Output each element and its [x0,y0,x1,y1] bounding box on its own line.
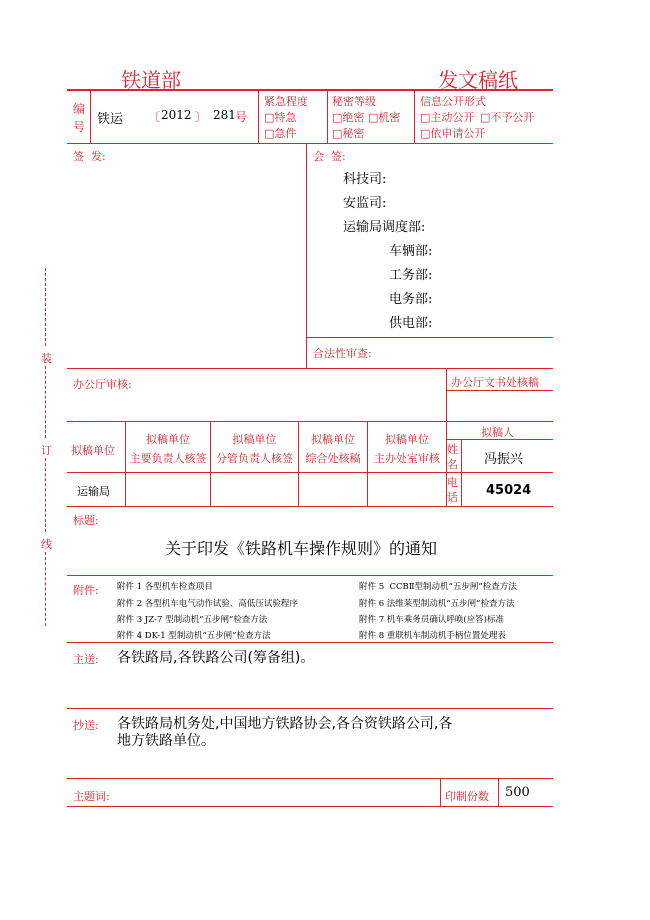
rule-review-bottom [67,421,553,422]
number-label-bottom: 号 [73,120,86,134]
countersign-vehicle: 车辆部: [389,244,433,259]
draft-unit-header: 拟稿单位 [71,444,115,457]
rule-sendto-bottom [67,708,553,709]
rule-doc-review [446,390,553,391]
rule-subject-bottom [67,575,553,576]
copies-label: 印制份数 [445,790,489,803]
vrule-secrecy [327,89,328,143]
countersign-signal: 电务部: [389,292,433,307]
urgency-option-urgent[interactable]: □特急 [264,111,297,124]
drafter-phone: 45024 [486,483,532,498]
rule-attachments-bottom [67,642,553,643]
drafter-phone-label-1: 电 [447,476,458,489]
sendto-label: 主送: [73,653,99,666]
drafter-label: 拟稿人 [481,426,514,439]
doc-prefix: 铁运 [97,112,124,127]
rule-top [67,89,553,91]
form-title: 发文稿纸 [438,68,518,92]
secrecy-option-confidential[interactable]: □机密 [368,111,401,124]
draft-unit: 运输局 [77,485,110,498]
disclosure-option-none[interactable]: □不予公开 [480,111,535,124]
secrecy-label: 秘密等级 [332,95,376,108]
cc-label: 抄送: [73,719,99,732]
doc-seq: 281 [213,108,236,122]
subject-text: 关于印发《铁路机车操作规则》的通知 [165,539,438,558]
draft-col-general-l1: 拟稿单位 [311,433,355,446]
doc-year: 2012 [161,108,192,122]
countersign-label: 会 签: [313,150,346,163]
urgency-option-express[interactable]: □急件 [264,127,297,140]
binding-zhuang: 装 [41,352,52,365]
secrecy-option-secret[interactable]: □秘密 [332,127,365,140]
drafter-phone-label-2: 话 [447,491,458,504]
countersign-safety: 安监司: [343,196,387,211]
copies-value: 500 [505,785,530,800]
binding-dash-4 [45,552,46,626]
binding-ding: 订 [41,444,52,457]
office-doc-review-label: 办公厅文书处核稿 [451,376,539,389]
rule-cc-bottom [67,778,553,779]
attachment-4: 附件 4 DK-1 型制动机“五步闸”检查方法 [117,631,271,641]
disclosure-label: 信息公开形式 [420,95,486,108]
draft-col-deputy-l2: 分管负责人核签 [216,452,293,465]
rule-legality-bottom [67,368,553,369]
secrecy-option-top-secret[interactable]: □绝密 [332,111,365,124]
draft-col-general-l2: 综合处核稿 [305,452,361,465]
drafter-name-label-2: 名 [447,458,458,471]
draft-col-deputy-l1: 拟稿单位 [232,433,277,446]
draft-col-main-l2: 主要负责人核签 [129,452,207,465]
attachment-5: 附件 5 CCBⅡ型制动机“五步闸”检查方法 [359,582,517,592]
sign-label: 签 发: [73,150,106,163]
year-open: 〔 [148,110,161,124]
attachment-3: 附件 3 JZ-7 型制动机“五步闸”检查方法 [117,615,268,625]
legality-label: 合法性审查: [313,347,372,360]
attachment-1: 附件 1 各型机车检查项目 [117,582,213,592]
subject-label: 标题: [73,514,99,527]
vrule-sign [306,143,307,368]
attachment-7: 附件 7 机车乘务员确认呼唤(应答)标准 [359,615,504,625]
year-close: 〕 [195,110,208,124]
vrule-draft-name [461,439,462,506]
binding-xian: 线 [41,538,52,551]
binding-dash-2 [45,366,46,438]
binding-dash-1 [45,268,46,346]
urgency-label: 紧急程度 [264,95,308,108]
attachment-6: 附件 6 法维莱型制动机“五步闸”检查方法 [359,599,515,609]
keywords-label: 主题词: [73,790,110,803]
countersign-track: 工务部: [389,268,433,283]
vrule-copies-left [440,778,441,806]
binding-dash-3 [45,458,46,532]
attachment-8: 附件 8 重联机车制动机手柄位置处理表 [359,631,506,641]
rule-draft-header-bottom [67,472,553,473]
rule-draft-row-bottom [67,506,553,507]
vrule-disclosure [414,89,415,143]
number-label-top: 编 [73,102,86,116]
vrule-number-label [90,89,91,143]
cc-text-line2: 地方铁路单位。 [117,733,215,749]
rule-bottom [67,806,553,807]
vrule-urgency [258,89,259,143]
org-title: 铁道部 [121,68,181,92]
rule-number-bottom [67,143,553,144]
draft-col-office-l2: 主办处室审核 [374,452,440,465]
countersign-power: 供电部: [389,316,433,331]
countersign-dispatch: 运输局调度部: [343,220,426,235]
office-review-label: 办公厅审核: [73,378,132,391]
draft-col-main-l1: 拟稿单位 [146,433,190,446]
vrule-copies-right [498,778,499,806]
drafter-name: 冯振兴 [484,452,524,467]
disclosure-option-active[interactable]: □主动公开 [420,111,475,124]
sendto-text: 各铁路局,各铁路公司(筹备组)。 [117,650,315,666]
countersign-tech: 科技司: [343,172,387,187]
drafter-name-label-1: 姓 [447,443,458,456]
doc-suffix: 号 [235,110,248,124]
draft-col-office-l1: 拟稿单位 [385,433,429,446]
rule-countersign-bottom [306,337,553,338]
disclosure-option-request[interactable]: □依申请公开 [420,127,486,140]
cc-text-line1: 各铁路局机务处,中国地方铁路协会,各合资铁路公司,各 [117,716,453,732]
attachment-2: 附件 2 各型机车电气动作试验、高低压试验程序 [117,599,298,609]
attachments-label: 附件: [73,584,99,597]
